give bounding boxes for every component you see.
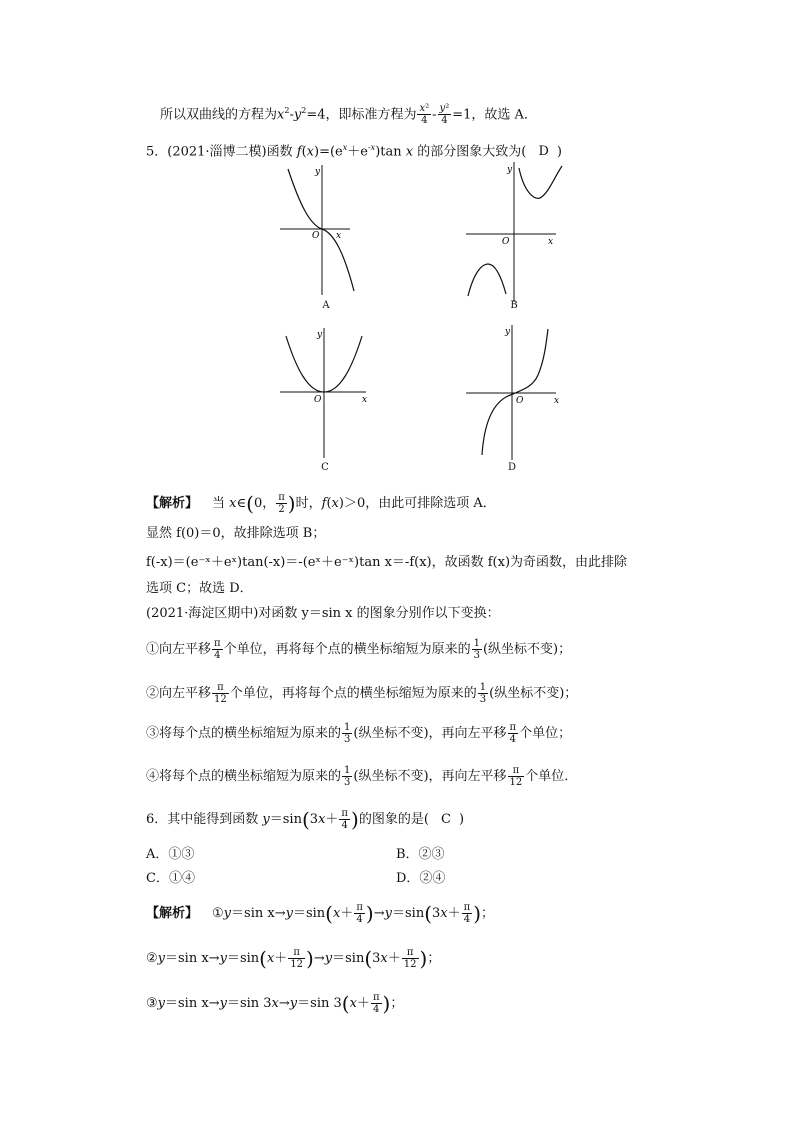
y-label: y [317,330,323,340]
graph-label-d: D [507,462,517,473]
fraction: $\frac{1}{3}$ [344,765,351,788]
x-label: x [554,396,560,406]
x-label: x [362,395,368,405]
fraction: $\frac{\pi}{2}$ [278,492,285,515]
option-d: D．②④ [396,871,446,886]
fraction: $\frac{\pi}{4}$ [341,808,348,831]
fraction: $\frac{\text{y²}}{4}$ [439,103,450,127]
graph-c [280,328,380,458]
curve [482,329,548,455]
fraction: $\frac{\text{x²}}{4}$ [419,103,430,127]
fraction: $\frac{\pi}{4}$ [372,992,380,1015]
question-5-stem: 5．(2021·淄博二模)函数 $f(x)=(e^x+e^{-x})\tan$ x 的部分图象大致为( D ) [146,143,562,160]
curve-right [519,166,562,198]
fraction: $\frac{\pi}{12}$ [290,947,304,970]
transform-4: ④将每个点的横坐标缩短为原来的 $\frac{1}{3}$ (纵坐标不变)，再向左平移 $\frac{\pi}{12}$ 个单位． [146,765,578,788]
solution-5-line-4: 选项 C；故选 D． [146,581,253,596]
fraction: $\frac{\pi}{4}$ [356,902,363,925]
graph-label-c: C [321,462,329,473]
fraction: $\frac{1}{3}$ [344,722,351,745]
fraction: $\frac{\pi}{4}$ [463,902,471,925]
analysis-tag: 【解析】 [146,906,199,921]
question-6-intro: (2021·海淀区期中)对函数 y＝sin x 的图象分别作以下变换： [146,606,500,621]
analysis-tag: 【解析】 [146,496,199,511]
x-label: x [548,237,554,247]
fraction: $\frac{\pi}{4}$ [214,638,221,661]
y-label: y [315,167,321,177]
intro-line: 所以双曲线的方程为$x^2-y^2=4$，即标准方程为 $\frac{\text{x²}}{4}$ - $\frac{\text{y²}}{4}$ =1，故选 A． [160,103,537,127]
transform-3: ③将每个点的横坐标缩短为原来的 $\frac{1}{3}$ (纵坐标不变)，再向左平移 $\frac{\pi}{4}$ 个单位； [146,722,572,745]
option-c: C．①④ [146,871,195,886]
solution-5-line-2: 显然 f(0)＝0，故排除选项 B； [146,526,326,541]
solution-6-line-3: ③y＝sin x→y＝sin 3x→y＝sin 3(x＋ $\frac{\pi}{4}$ )； [146,991,404,1016]
solution-5-line-3: f(-x)＝(e⁻ˣ＋eˣ)tan(-x)＝-(eˣ＋e⁻ˣ)tan x＝-f(x)，故函数 f(x)为奇函数，由此排除 [146,555,628,570]
transform-1: ①向左平移 $\frac{\pi}{4}$ 个单位，再将每个点的横坐标缩短为原来的 $\frac{1}{3}$ (纵坐标不变)； [146,638,572,661]
graph-a [280,165,370,295]
option-a: A．①③ [146,847,195,862]
solution-5-line-1: 【解析】 当 x∈(0， $\frac{\pi}{2}$ )时，f(x)＞0，由此可排除选项 A． [146,491,496,516]
fraction: $\frac{\pi}{4}$ [509,722,517,745]
origin-label: O [502,237,510,247]
fraction: $\frac{\pi}{12}$ [509,765,523,788]
fraction: $\frac{1}{3}$ [479,682,487,705]
y-label: y [505,327,511,337]
graph-label-a: A [322,300,330,311]
answer-d: D [538,144,549,160]
x-label: x [336,231,342,241]
option-b: B．②③ [396,847,445,862]
curve [288,169,354,291]
fraction: $\frac{1}{3}$ [473,638,480,661]
fraction: $\frac{\pi}{12}$ [403,947,417,970]
graph-b [466,162,566,302]
transform-2: ②向左平移 $\frac{\pi}{12}$ 个单位，再将每个点的横坐标缩短为原来的 $\frac{1}{3}$ (纵坐标不变)； [146,682,578,705]
question-6-stem: 6．其中能得到函数 y＝sin(3x＋ $\frac{\pi}{4}$ )的图象的是( C ) [146,807,465,832]
solution-6-line-2: ②y＝sin x→y＝sin(x＋ $\frac{\pi}{12}$ )→y＝sin(3x＋ $\frac{\pi}{12}$ )； [146,946,441,971]
solution-6-line-1: 【解析】 ①y＝sin x→y＝sin(x＋ $\frac{\pi}{4}$ )→y＝sin(3x＋ $\frac{\pi}{4}$ )； [146,901,495,926]
graph-label-b: B [510,300,518,311]
fraction: $\frac{\pi}{12}$ [214,682,227,705]
answer-c: C [441,812,451,827]
origin-label: O [314,395,322,405]
curve-left [468,264,506,296]
y-label: y [507,165,513,175]
origin-label: O [312,231,320,241]
graph-d [466,325,566,460]
origin-label: O [516,396,524,406]
